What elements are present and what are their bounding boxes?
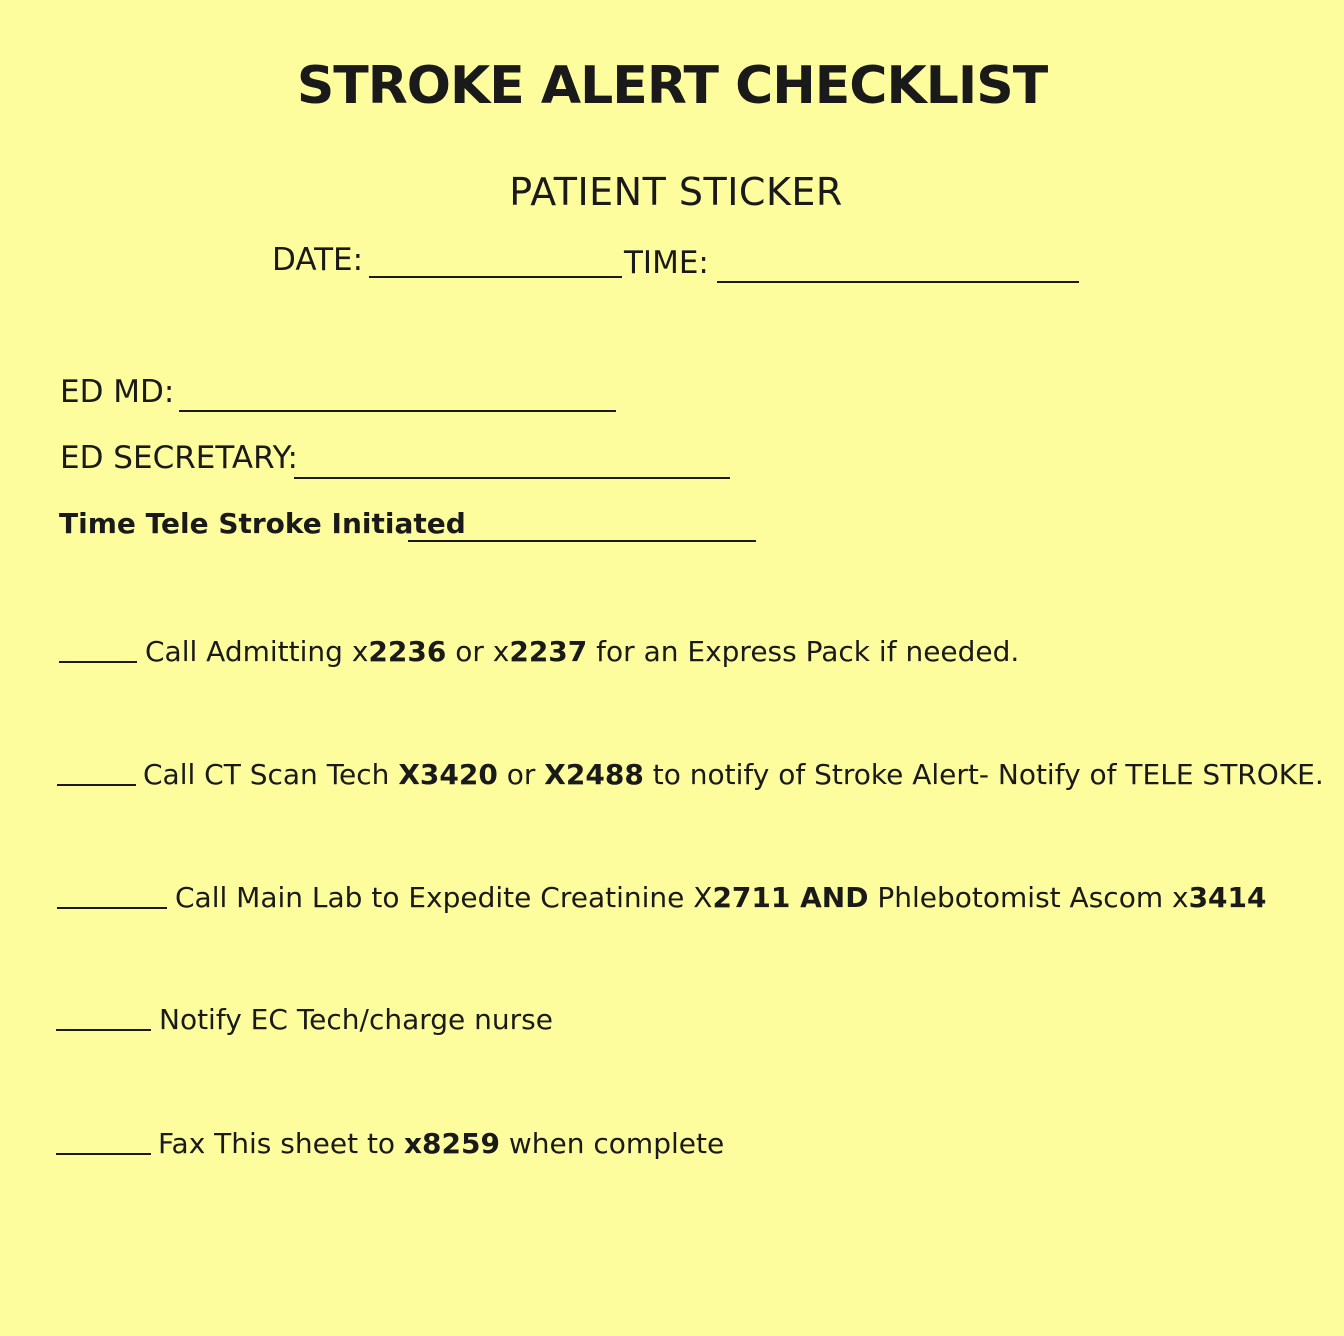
checklist-item-notify-ec bbox=[159, 1003, 553, 1036]
checklist-item-main-lab bbox=[175, 881, 1267, 914]
ed-secretary-field[interactable] bbox=[294, 477, 730, 479]
item-text: or x bbox=[446, 635, 510, 668]
item-text: Call Main Lab to Expedite Creatinine X bbox=[175, 881, 713, 914]
tele-stroke-field[interactable] bbox=[408, 540, 756, 542]
patient-sticker-heading: PATIENT STICKER bbox=[509, 170, 843, 214]
item-text: Notify EC Tech/charge nurse bbox=[159, 1003, 553, 1036]
checklist-checkbox-2[interactable] bbox=[57, 784, 136, 786]
item-text: for an Express Pack if needed. bbox=[587, 635, 1020, 668]
item-text: when complete bbox=[499, 1127, 725, 1160]
item-text: Call CT Scan Tech bbox=[143, 758, 399, 791]
ed-secretary-label: ED SECRETARY: bbox=[60, 440, 298, 476]
item-extension: X3420 bbox=[398, 758, 498, 791]
item-text: Fax This sheet to bbox=[158, 1127, 404, 1160]
checklist-item-ct-scan bbox=[143, 758, 1324, 791]
checklist-checkbox-5[interactable] bbox=[56, 1153, 151, 1155]
time-label: TIME: bbox=[624, 245, 709, 281]
checklist-item-fax bbox=[158, 1127, 724, 1160]
checklist-checkbox-1[interactable] bbox=[59, 661, 137, 663]
item-text: Phlebotomist Ascom x bbox=[868, 881, 1189, 914]
item-extension: 2237 bbox=[509, 635, 588, 668]
item-extension: 2711 AND bbox=[712, 881, 869, 914]
item-extension: X2488 bbox=[544, 758, 644, 791]
item-text: or bbox=[497, 758, 545, 791]
ed-md-label: ED MD: bbox=[60, 374, 175, 410]
tele-stroke-label: Time Tele Stroke Initiated bbox=[59, 507, 466, 540]
item-text: Call Admitting x bbox=[145, 635, 369, 668]
date-field[interactable] bbox=[369, 276, 622, 278]
item-extension: 2236 bbox=[368, 635, 447, 668]
checklist-checkbox-4[interactable] bbox=[56, 1029, 151, 1031]
item-extension: x8259 bbox=[403, 1127, 500, 1160]
page-title: STROKE ALERT CHECKLIST bbox=[296, 56, 1048, 116]
checklist-item-admitting bbox=[145, 635, 1019, 668]
item-extension: 3414 bbox=[1188, 881, 1267, 914]
time-field[interactable] bbox=[717, 281, 1079, 283]
date-label: DATE: bbox=[272, 242, 364, 278]
ed-md-field[interactable] bbox=[179, 410, 616, 412]
checklist-checkbox-3[interactable] bbox=[57, 907, 167, 909]
item-text: to notify of Stroke Alert- Notify of TELE STROKE. bbox=[643, 758, 1324, 791]
